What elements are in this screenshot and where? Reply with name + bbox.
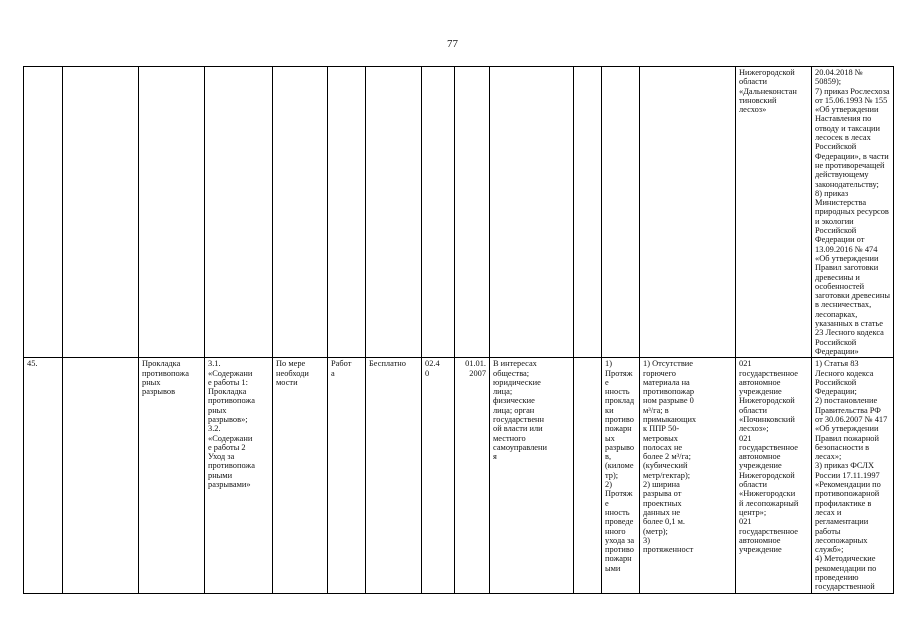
table-cell	[139, 67, 205, 358]
table-row	[24, 358, 894, 593]
institution-cell: 021 государственное автономное учреждение Нижегородской области «Починковский лесхоз»; 021 государственное автономное учреждение Нижегородской области «Нижегородски й лесопожарный центр»; 021 государственное автономное учреждение	[736, 358, 812, 593]
row-number: 45.	[24, 358, 63, 593]
table-cell	[328, 67, 366, 358]
table-cell	[640, 67, 736, 358]
legal-basis-cell: 1) Статья 83 Лесного кодекса Российской Федерации; 2) постановление Правительства РФ от 30.06.2007 № 417 «Об утверждении Правил пожарной безопасности в лесах»; 3) приказ ФСЛХ России 17.11.1997 «Рекомендации по противопожарной профилактике в лесах и регламентации работы лесопожарных служб»; 4) Методические рекомендации по проведению государственной	[812, 358, 894, 593]
table-cell	[455, 67, 490, 358]
table-cell	[602, 67, 640, 358]
table-cell	[490, 67, 574, 358]
date-cell: 01.01. 2007	[455, 358, 490, 593]
service-name-cell: Прокладка противопожа рных разрывов	[139, 358, 205, 593]
table-cell	[273, 67, 328, 358]
table-cell	[574, 358, 602, 593]
work-content-cell: 3.1. «Содержани е работы 1: Прокладка противопожа рных разрывов»; 3.2. «Содержани е работы 2 Уход за противопожа рными разрывами»	[205, 358, 273, 593]
table-cell	[366, 67, 422, 358]
payment-cell: Бесплатно	[366, 358, 422, 593]
legal-basis-cell: 20.04.2018 № 50859); 7) приказ Рослесхоза от 15.06.1993 № 155 «Об утверждении Наставления по отводу и таксации лесосек в лесах Российской Федерации», в части не противоречащей действующему законодательству; 8) приказ Министерства природных ресурсов и экологии Российской Федерации от 13.09.2016 № 474 «Об утверждении Правил заготовки древесины и особенностей заготовки древесины в лесничествах, лесопарках, указанных в статье 23 Лесного кодекса Российской Федерации»	[812, 67, 894, 358]
quality-indicator-cell: 1) Отсутствие горючего материала на противопожар ном разрыве 0 м³/га; в примыкающих к ППР 50- метровых полосах не более 2 м³/га; (кубический метр/гектар); 2) ширина разрыва от проектных данных не более 0,1 м. (метр); 3) протяженност	[640, 358, 736, 593]
type-cell: Работ а	[328, 358, 366, 593]
institution-cell: Нижегородской области «Дальнеконстан тиновский лесхоз»	[736, 67, 812, 358]
table-cell	[24, 67, 63, 358]
table-cell	[63, 67, 139, 358]
consumers-cell: В интересах общества; юридические лица; физические лица; орган государственн ой власти или местного самоуправлени я	[490, 358, 574, 593]
volume-indicator-cell: 1) Протяже нность проклад ки противо пожарн ых разрыво в, (киломе тр); 2) Протяже нность проведе нного ухода за противо пожарн ыми	[602, 358, 640, 593]
services-table	[23, 66, 894, 594]
table-cell	[574, 67, 602, 358]
table-row	[24, 67, 894, 358]
table-cell	[422, 67, 455, 358]
table-cell	[205, 67, 273, 358]
page-number: 77	[447, 38, 458, 50]
code-cell: 02.4 0	[422, 358, 455, 593]
table-cell	[63, 358, 139, 593]
frequency-cell: По мере необходи мости	[273, 358, 328, 593]
